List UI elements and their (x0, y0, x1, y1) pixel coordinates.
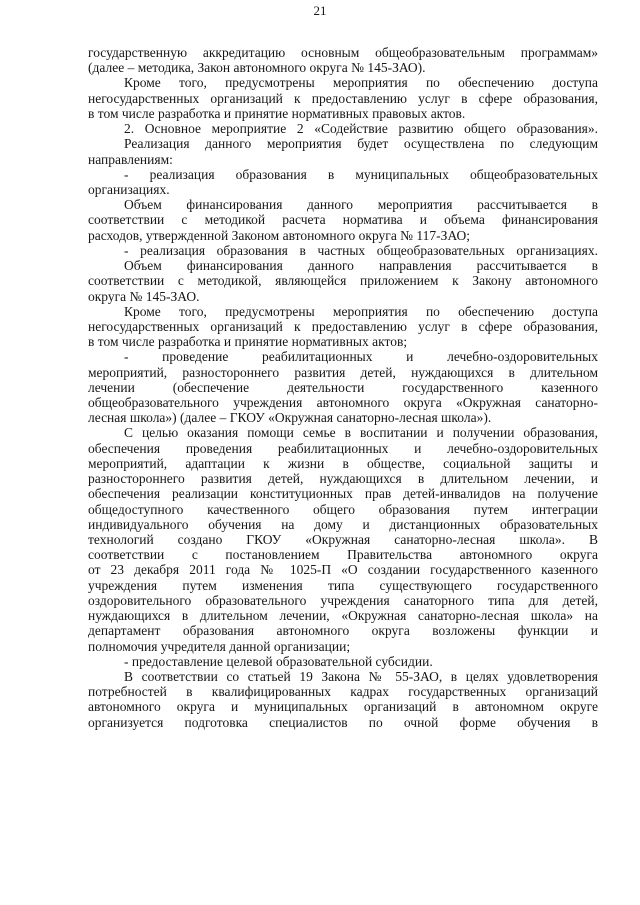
document-body (88, 45, 598, 730)
text-line: мероприятий, разностороннего развития детей, нуждающихся в длительном (88, 364, 598, 380)
text-line: лечении (обеспечение деятельности государственного казенного (88, 379, 598, 395)
text-line: - реализация образования в муниципальных общеобразовательных (124, 166, 598, 182)
text-line: С целью оказания помощи семье в воспитании и получении образования, (124, 425, 598, 441)
text-line: Объем финансирования данного направления рассчитывается в (124, 258, 598, 274)
text-line: лесная школа») (далее – ГКОУ «Окружная санаторно-лесная школа»). (88, 410, 492, 426)
text-line: полномочия учредителя данной организации; (88, 638, 351, 654)
text-line: государственную аккредитацию основным общеобразовательным программам» (88, 45, 598, 60)
text-line: мероприятий, адаптации к жизни в обществе, социальной защиты и (88, 455, 598, 471)
text-line: Реализация данного мероприятия будет осуществлена по следующим (124, 136, 598, 152)
text-line: технологий создано ГКОУ «Окружная санаторно-лесная школа». В (88, 532, 598, 547)
text-line: Кроме того, предусмотрены мероприятия по обеспечению доступа (124, 75, 598, 91)
text-line: направлениям: (88, 151, 173, 167)
text-line: оздоровительного образовательного учреждения санаторного типа для детей, (88, 592, 598, 608)
text-line: разностороннего развития детей, нуждающихся в длительном лечении, и (88, 471, 598, 487)
text-line: общедоступного качественного общего образования путем интеграции (88, 501, 598, 517)
text-line: - предоставление целевой образовательной субсидии. (124, 653, 433, 669)
text-line: департамент образования автономного округа возложены функции и (88, 623, 598, 639)
text-line: - проведение реабилитационных и лечебно-оздоровительных (124, 349, 598, 365)
text-line: организуется подготовка специалистов по очной форме обучения в (88, 714, 598, 730)
text-line: от 23 декабря 2011 года № 1025-П «О создании государственного казенного (88, 562, 598, 578)
text-line: Объем финансирования данного мероприятия рассчитывается в (124, 197, 598, 213)
text-line: округа № 145-ЗАО. (88, 288, 200, 304)
text-line: обеспечения проведения реабилитационных и лечебно-оздоровительных (88, 440, 598, 456)
text-line: - реализация образования в частных общеобразовательных организациях. (124, 242, 598, 258)
text-line: 2. Основное мероприятие 2 «Содействие развитию общего образования». (124, 121, 598, 137)
text-line: общеобразовательного учреждения автономного округа «Окружная санаторно- (88, 395, 598, 411)
text-line: учреждения путем изменения типа существующего государственного (88, 577, 598, 593)
text-line: негосударственных организаций к предоставлению услуг в сфере образования, (88, 318, 598, 334)
text-line: негосударственных организаций к предоставлению услуг в сфере образования, (88, 90, 598, 106)
text-line: в том числе разработка и принятие нормативных актов; (88, 334, 408, 350)
text-line: потребностей в квалифицированных кадрах государственных организаций (88, 684, 598, 700)
text-line: соответствии с постановлением Правительства автономного округа (88, 547, 598, 563)
text-line: индивидуального обучения на дому и дистанционных образовательных (88, 516, 598, 532)
text-line: В соответствии со статьей 19 Закона № 55-ЗАО, в целях удовлетворения (124, 668, 598, 684)
text-line: нуждающихся в длительном лечении, «Окружная санаторно-лесная школа» на (88, 608, 598, 624)
text-line: Кроме того, предусмотрены мероприятия по обеспечению доступа (124, 303, 598, 319)
text-line: обеспечения реализации конституционных прав детей-инвалидов на получение (88, 486, 598, 502)
text-line: расходов, утвержденной Законом автономного округа № 117-ЗАО; (88, 227, 471, 243)
page-number: 21 (313, 3, 327, 18)
text-line: (далее – методика, Закон автономного округа № 145-ЗАО). (88, 60, 426, 76)
text-line: организациях. (88, 181, 170, 197)
text-line: соответствии с методикой расчета норматива и объема финансирования (88, 212, 598, 228)
text-line: в том числе разработка и принятие нормативных правовых актов. (88, 105, 466, 121)
text-line: автономного округа и муниципальных организаций в автономном округе (88, 699, 598, 715)
text-line: соответствии с методикой, являющейся приложением к Закону автономного (88, 273, 598, 289)
